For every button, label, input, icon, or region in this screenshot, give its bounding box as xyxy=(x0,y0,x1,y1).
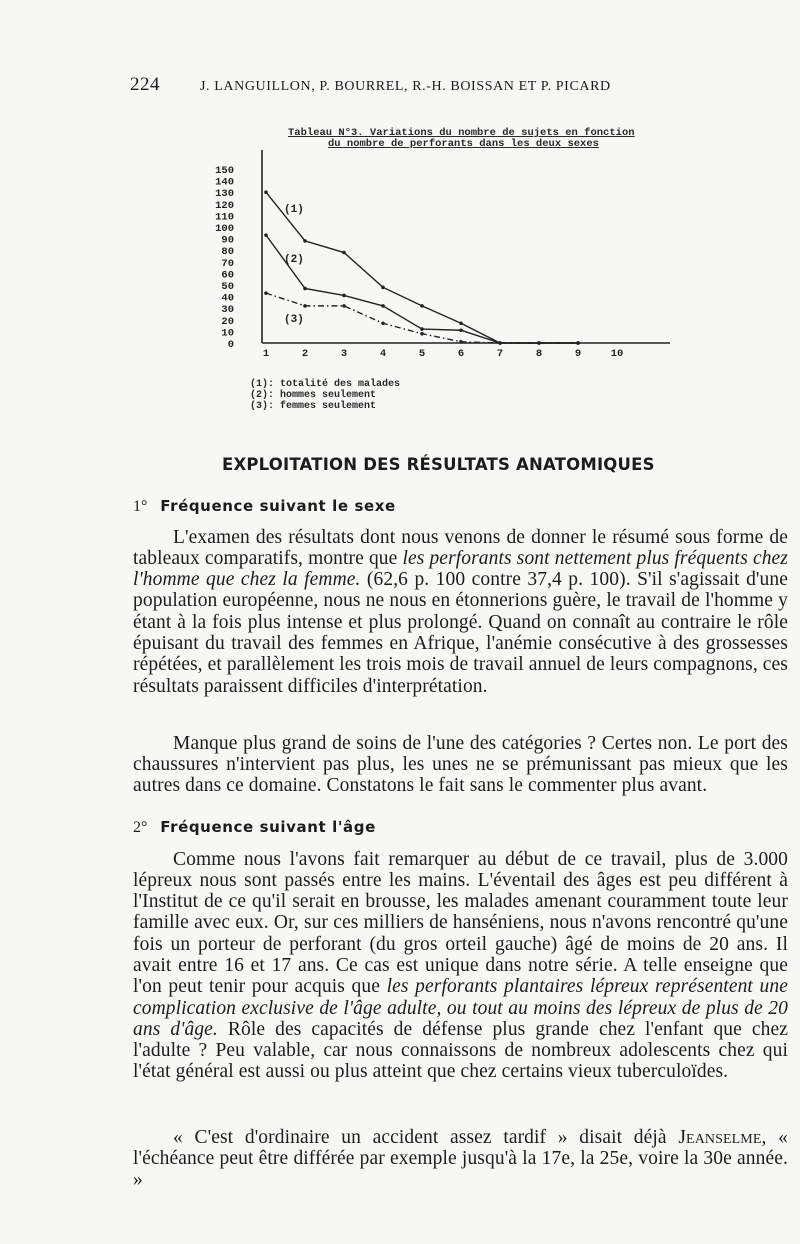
svg-text:8: 8 xyxy=(535,348,543,360)
svg-text:130: 130 xyxy=(215,188,234,201)
svg-text:20: 20 xyxy=(221,315,234,328)
x-axis xyxy=(262,343,670,360)
legend-item: (1): totalité des malades xyxy=(250,379,401,390)
chart-series xyxy=(264,190,580,344)
svg-text:120: 120 xyxy=(215,199,234,212)
svg-text:50: 50 xyxy=(221,281,234,293)
running-authors: J. LANGUILLON, P. BOURREL, R.-H. BOISSAN ET P. PICARD xyxy=(200,79,611,94)
svg-text:40: 40 xyxy=(221,292,234,305)
paragraph: Manque plus grand de soins de l'une des catégories ? Certes non. Le port des chaussures n'intervient pas plus, les unes ne se prémunissant pas mieux que les autres dans ce domaine. Constatons le fait sans le commenter plus avant. xyxy=(133,732,788,797)
svg-text:(3): (3) xyxy=(284,314,304,326)
series-annotations xyxy=(284,204,304,326)
svg-text:90: 90 xyxy=(221,234,234,247)
svg-text:6: 6 xyxy=(457,348,465,360)
svg-text:3: 3 xyxy=(340,348,348,360)
svg-text:2: 2 xyxy=(301,348,309,360)
svg-text:5: 5 xyxy=(418,348,426,360)
svg-text:110: 110 xyxy=(215,211,234,224)
svg-text:100: 100 xyxy=(215,223,234,235)
svg-text:(1): (1) xyxy=(284,204,304,216)
figure-title xyxy=(288,128,658,150)
paragraph: « C'est d'ordinaire un accident assez tardif » disait déjà Jeanselme, « l'échéance peut être différée par exemple jusqu'à la 17e, la 25e, voire la 30e année. » xyxy=(133,1126,788,1191)
figure-title-line2: du nombre de perforants dans les deux sexes xyxy=(328,138,599,150)
subheading-title: Fréquence suivant le sexe xyxy=(160,497,396,515)
running-head xyxy=(130,74,670,96)
svg-text:(2): (2) xyxy=(284,254,304,266)
paragraph: L'examen des résultats dont nous venons de donner le résumé sous forme de tableaux comparatifs, montre que les perforants sont nettement plus fréquents chez l'homme que chez la femme. (62,6 p. 100 contre 37,4 p. 100). S'il s'agissait d'une population européenne, nous ne nous en étonnerions guère, le travail de l'homme y étant à la fois plus intense et plus prolongé. Quand on connaît au contraire le rôle épuisant du travail des femmes en Afrique, l'anémie consécutive à des grossesses répétées, et parallèlement les trois mois de travail annuel de leurs compagnons, ces résultats paraissent difficiles d'interprétation. xyxy=(133,526,789,697)
svg-text:10: 10 xyxy=(221,327,234,340)
subheading-age xyxy=(133,818,376,837)
svg-text:80: 80 xyxy=(221,246,234,259)
svg-text:150: 150 xyxy=(215,165,234,177)
y-axis xyxy=(215,150,262,351)
section-title: EXPLOITATION DES RÉSULTATS ANATOMIQUES xyxy=(222,455,655,474)
emphasis: les perforants plantaires lépreux représentent une complication exclusive de l'âge adulte, ou tout au moins des lépreux de plus de 20 ans d'âge. xyxy=(133,976,788,1040)
legend-item: (2): hommes seulement xyxy=(250,390,377,401)
subheading-sex xyxy=(133,497,396,516)
page-number: 224 xyxy=(130,74,160,95)
svg-text:60: 60 xyxy=(221,269,234,282)
svg-text:1: 1 xyxy=(262,348,270,360)
paragraph: Comme nous l'avons fait remarquer au début de ce travail, plus de 3.000 lépreux nous sont passés entre les mains. L'éventail des âges est peu différent à l'Institut de ce qu'il serait en brousse, les malades amenant couramment toute leur famille avec eux. Or, sur ces milliers de hanséniens, nous n'avons rencontré qu'une fois un porteur de perforant (du gros orteil gauche) âgé de moins de 20 ans. Il avait entre 16 et 17 ans. Ce cas est unique dans notre série. A telle enseigne que l'on peut tenir pour acquis que les perforants plantaires lépreux représentent une complication exclusive de l'âge adulte, ou tout au moins des lépreux de plus de 20 ans d'âge. Rôle des capacités de défense plus grande chez l'enfant que chez l'adulte ? Peu valable, car nous connaissons de nombreux adolescents chez qui l'état général est aussi ou plus atteint que chez certains vieux tuberculoïdes. xyxy=(133,848,788,1083)
line-chart xyxy=(200,150,680,365)
emphasis: les perforants sont nettement plus fréquents chez l'homme que chez la femme. xyxy=(133,547,788,591)
svg-text:7: 7 xyxy=(496,348,504,360)
chart-legend xyxy=(250,379,400,412)
svg-text:140: 140 xyxy=(215,176,234,189)
svg-text:10: 10 xyxy=(610,348,624,360)
legend-item: (3): femmes seulement xyxy=(250,401,377,412)
svg-text:0: 0 xyxy=(227,339,234,351)
svg-text:70: 70 xyxy=(221,257,234,270)
figure-title-line1: Tableau N°3. Variations du nombre de sujets en fonction xyxy=(288,127,635,139)
subheading-number: 1° xyxy=(133,498,148,515)
svg-text:9: 9 xyxy=(574,348,582,360)
svg-text:4: 4 xyxy=(379,348,387,360)
subheading-number: 2° xyxy=(133,819,148,836)
author-name: Jeanselme xyxy=(678,1126,762,1148)
subheading-title: Fréquence suivant l'âge xyxy=(160,818,376,836)
svg-text:30: 30 xyxy=(221,304,234,317)
